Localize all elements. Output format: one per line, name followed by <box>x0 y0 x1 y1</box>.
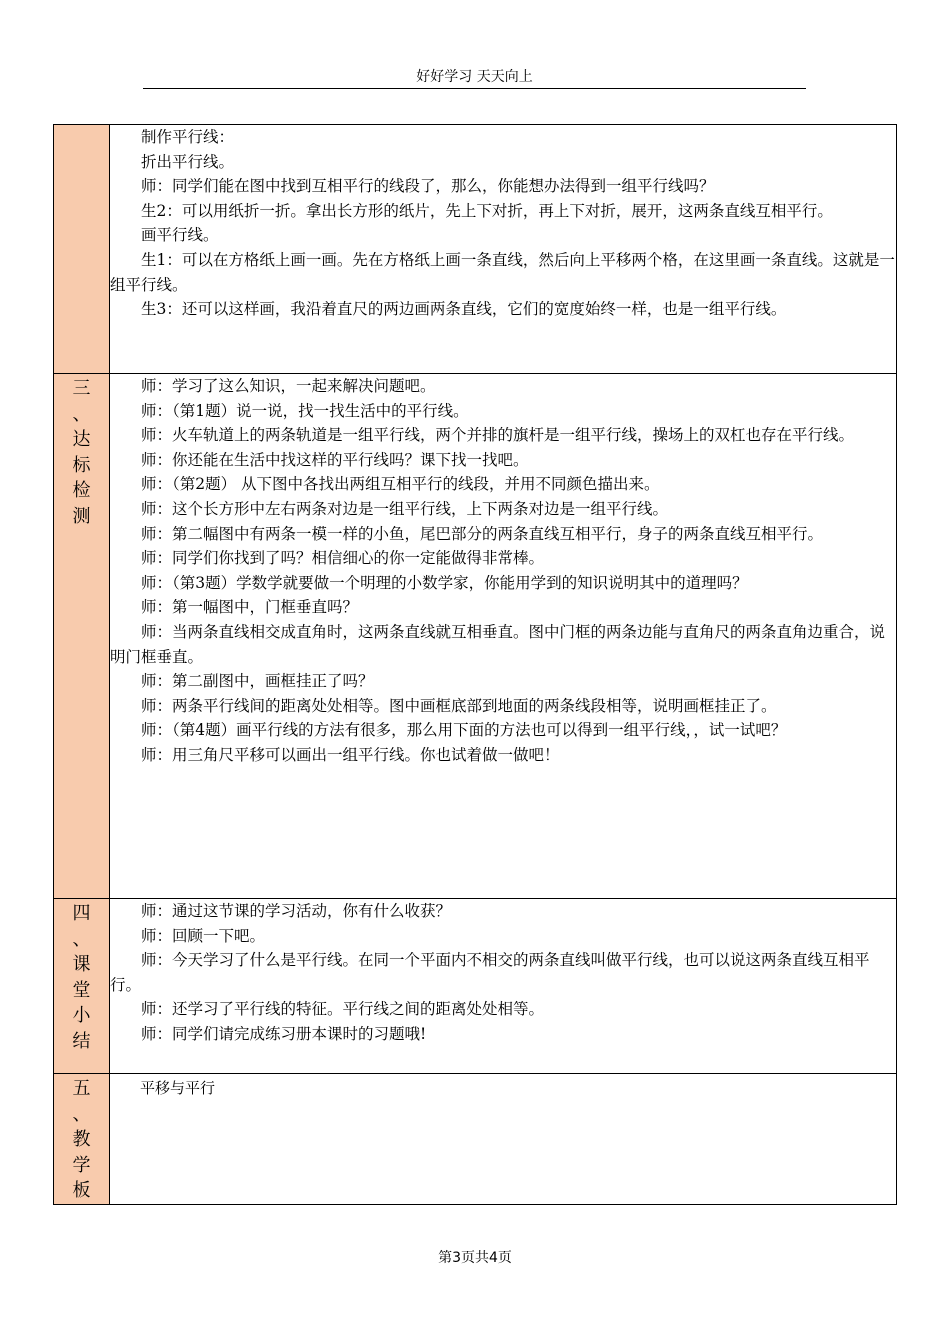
label-char: 三 <box>72 378 91 399</box>
label-char: 结 <box>72 1030 91 1052</box>
paragraph: 师：学习了这么知识，一起来解决问题吧。 <box>141 377 436 395</box>
section-label <box>54 374 109 529</box>
paragraph: 师：火车轨道上的两条轨道是一组平行线，两个并排的旗杆是一组平行线，操场上的双杠也存在平行线。 <box>141 426 855 445</box>
table-row <box>54 1074 897 1205</box>
paragraph: 师：第二副图中，画框挂正了吗？ <box>141 672 374 691</box>
paragraph: 师：今天学习了什么是平行线。在同一个平面内不相交的两条直线叫做平行线，也可以说这两条直线互相平行。 <box>110 951 870 994</box>
label-char: 、 <box>72 403 91 425</box>
paragraph: 师：通过这节课的学习活动，你有什么收获？ <box>141 902 452 920</box>
label-char: 测 <box>72 505 91 527</box>
paragraph: 师：同学们你找到了吗？相信细心的你一定能做得非常棒。 <box>141 549 545 568</box>
label-char: 、 <box>72 1103 91 1125</box>
section-content <box>110 1074 897 1205</box>
table-row <box>54 899 897 1074</box>
paragraph: 师：当两条直线相交成直角时，这两条直线就互相垂直。图中门框的两条边能与直角尺的两条直角边重合，说明门框垂直。 <box>110 622 886 666</box>
paragraph: 师：第二幅图中有两条一模一样的小鱼，尾巴部分的两条直线互相平行，身子的两条直线互相平行。 <box>141 524 824 543</box>
section-content <box>110 125 897 374</box>
label-char: 课 <box>72 954 91 975</box>
table-row <box>54 374 897 899</box>
paragraph: 生2：可以用纸折一折。拿出长方形的纸片，先上下对折，再上下对折，展开，这两条直线互相平行。 <box>141 201 833 220</box>
paragraph: 生3：还可以这样画，我沿着直尺的两边画两条直线，它们的宽度始终一样，也是一组平行线。 <box>141 300 787 319</box>
paragraph: 师：回顾一下吧。 <box>141 926 266 945</box>
paragraph: 画平行线。 <box>141 226 219 245</box>
section-label-cell <box>54 899 110 1074</box>
board-title: 平移与平行 <box>140 1079 216 1097</box>
paragraph: 师：还学习了平行线的特征。平行线之间的距离处处相等。 <box>141 1000 545 1019</box>
paragraph: 师：你还能在生活中找这样的平行线吗？课下找一找吧。 <box>141 450 529 469</box>
paragraph: 制作平行线： <box>141 128 235 146</box>
section-label-cell <box>54 1074 110 1205</box>
label-char: 五 <box>72 1078 91 1099</box>
label-char: 堂 <box>72 979 91 1001</box>
label-char: 标 <box>72 454 91 476</box>
section-label <box>54 899 109 1054</box>
page-footer: 第3页共4页 <box>438 1250 512 1266</box>
paragraph: 师：（第2题） 从下图中各找出两组互相平行的线段，并用不同颜色描出来。 <box>141 475 660 494</box>
lesson-plan-table <box>53 124 897 1205</box>
paragraph: 师：（第4题）画平行线的方法有很多，那么用下面的方法也可以得到一组平行线，，试一试吧？ <box>141 721 787 740</box>
section-label-cell <box>54 374 110 899</box>
label-char: 教 <box>72 1129 91 1150</box>
paragraph: 折出平行线。 <box>141 152 235 171</box>
paragraph: 师：第一幅图中，门框垂直吗？ <box>141 598 359 617</box>
paragraph: 师：（第1题）说一说，找一找生活中的平行线。 <box>141 401 469 420</box>
table-row <box>54 125 897 374</box>
label-char: 板 <box>72 1180 91 1201</box>
paragraph: 师：两条平行线间的距离处处相等。图中画框底部到地面的两条线段相等，说明画框挂正了。 <box>141 696 777 715</box>
paragraph: 师：（第3题）学数学就要做一个明理的小数学家，你能用学到的知识说明其中的道理吗？ <box>141 573 748 592</box>
label-char: 检 <box>72 480 91 501</box>
label-char: 、 <box>72 928 91 950</box>
paragraph: 生1：可以在方格纸上画一画。先在方格纸上画一条直线，然后向上平移两个格，在这里画一条直线。这就是一组平行线。 <box>110 250 895 294</box>
section-content <box>110 374 897 899</box>
label-char: 四 <box>72 903 91 924</box>
section-content <box>110 899 897 1074</box>
page-header: 好好学习 天天向上 <box>143 66 806 89</box>
paragraph: 师：同学们请完成练习册本课时的习题哦! <box>141 1024 427 1043</box>
section-label <box>54 1074 109 1204</box>
label-char: 达 <box>72 429 91 450</box>
paragraph: 师：用三角尺平移可以画出一组平行线。你也试着做一做吧！ <box>141 745 560 764</box>
label-char: 小 <box>72 1005 91 1026</box>
label-char: 学 <box>72 1154 91 1176</box>
paragraph: 师：同学们能在图中找到互相平行的线段了，那么，你能想办法得到一组平行线吗？ <box>141 177 715 196</box>
paragraph: 师：这个长方形中左右两条对边是一组平行线，上下两条对边是一组平行线。 <box>141 499 669 518</box>
section-label-cell <box>54 125 110 374</box>
